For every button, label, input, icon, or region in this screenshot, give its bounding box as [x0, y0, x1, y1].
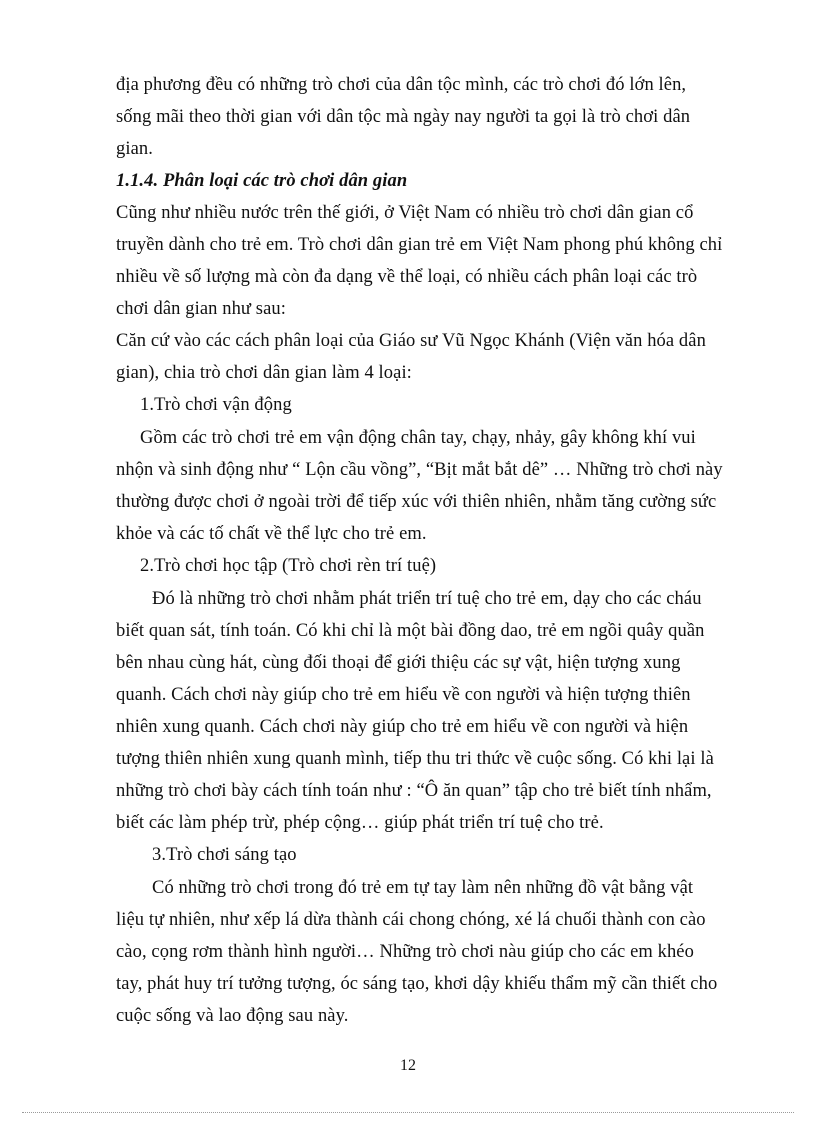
body-text-line: Đó là những trò chơi nhằm phát triển trí tuệ cho trẻ em, dạy cho các cháu: [152, 589, 702, 609]
body-text-line: chơi dân gian như sau:: [116, 299, 286, 319]
page-number: 12: [400, 1057, 416, 1074]
list-item-heading: 2.Trò chơi học tập (Trò chơi rèn trí tuệ): [140, 556, 437, 576]
body-text-line: gian), chia trò chơi dân gian làm 4 loại:: [116, 363, 412, 383]
body-text-line: tượng thiên nhiên xung quanh mình, tiếp thu tri thức về cuộc sống. Có khi lại là: [116, 749, 714, 769]
list-item-heading: 1.Trò chơi vận động: [140, 395, 292, 415]
body-text-line: bên nhau cùng hát, cùng đối thoại để giới thiệu các sự vật, hiện tượng xung: [116, 653, 681, 673]
body-text-line: nhiên xung quanh. Cách chơi này giúp cho trẻ em hiểu về con người và hiện: [116, 717, 689, 737]
body-text-line: nhiều về số lượng mà còn đa dạng về thể loại, có nhiều cách phân loại các trò: [116, 267, 698, 287]
body-text-line: sống mãi theo thời gian với dân tộc mà ngày nay người ta gọi là trò chơi dân: [116, 107, 691, 127]
body-text-line: địa phương đều có những trò chơi của dân tộc mình, các trò chơi đó lớn lên,: [116, 75, 687, 95]
body-text-line: khỏe và các tố chất về thể lực cho trẻ em.: [116, 524, 427, 544]
body-text-line: Căn cứ vào các cách phân loại của Giáo sư Vũ Ngọc Khánh (Viện văn hóa dân: [116, 331, 706, 351]
body-text-line: thường được chơi ở ngoài trời để tiếp xúc với thiên nhiên, nhằm tăng cường sức: [116, 492, 717, 512]
body-text-line: nhộn và sinh động như “ Lộn cầu vồng”, “Bịt mắt bắt dê” … Những trò chơi này: [116, 460, 723, 480]
body-text-line: Gồm các trò chơi trẻ em vận động chân tay, chạy, nhảy, gây không khí vui: [140, 428, 696, 448]
section-heading: 1.1.4. Phân loại các trò chơi dân gian: [116, 171, 408, 191]
body-text-line: biết các làm phép trừ, phép cộng… giúp phát triển trí tuệ cho trẻ.: [116, 813, 604, 833]
list-item-heading: 3.Trò chơi sáng tạo: [152, 845, 297, 865]
footer-divider: [22, 1112, 794, 1113]
body-text-line: những trò chơi bày cách tính toán như : “Ô ăn quan” tập cho trẻ biết tính nhẩm,: [116, 781, 712, 801]
body-text-line: truyền dành cho trẻ em. Trò chơi dân gian trẻ em Việt Nam phong phú không chỉ: [116, 235, 723, 255]
body-text-line: Cũng như nhiều nước trên thế giới, ở Việt Nam có nhiều trò chơi dân gian cổ: [116, 203, 694, 223]
body-text-line: biết quan sát, tính toán. Có khi chỉ là một bài đồng dao, trẻ em ngồi quây quần: [116, 621, 705, 641]
body-text-line: cuộc sống và lao động sau này.: [116, 1006, 349, 1026]
body-text-line: quanh. Cách chơi này giúp cho trẻ em hiểu về con người và hiện tượng thiên: [116, 685, 691, 705]
body-text-line: liệu tự nhiên, như xếp lá dừa thành cái chong chóng, xé lá chuối thành con cào: [116, 910, 706, 930]
body-text-line: cào, cọng rơm thành hình người… Những trò chơi nàu giúp cho các em khéo: [116, 942, 694, 962]
body-text-line: gian.: [116, 139, 153, 159]
body-text-line: tay, phát huy trí tưởng tượng, óc sáng tạo, khơi dậy khiếu thẩm mỹ cần thiết cho: [116, 974, 718, 994]
body-text-line: Có những trò chơi trong đó trẻ em tự tay làm nên những đồ vật bằng vật: [152, 878, 694, 898]
